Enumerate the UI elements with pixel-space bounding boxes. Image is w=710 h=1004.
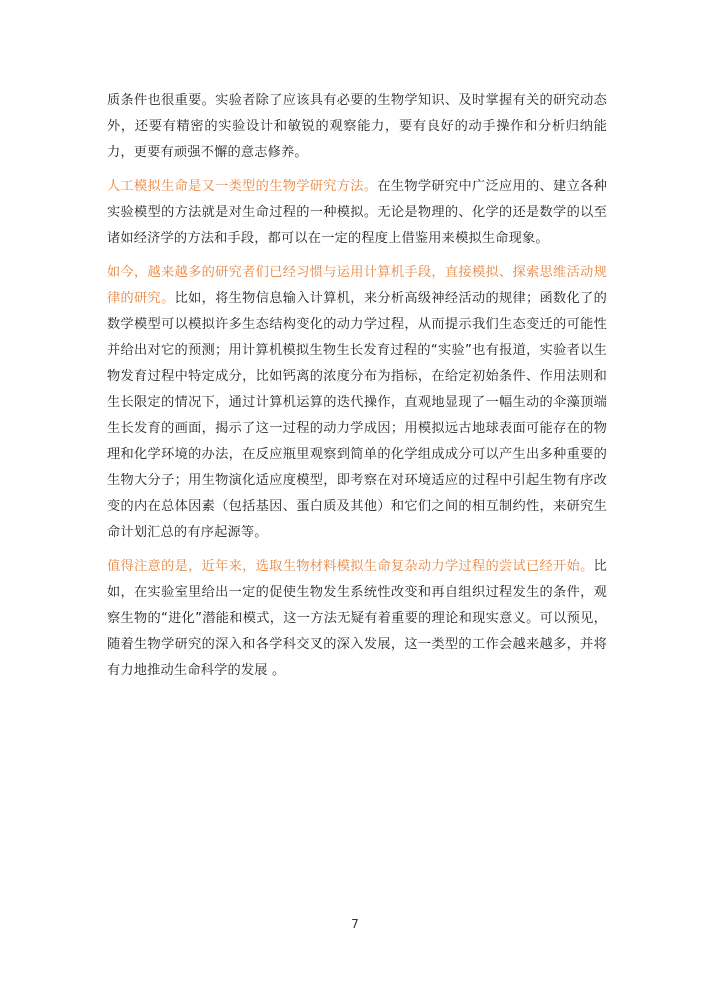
paragraph-2-highlight: 人工模拟生命是又一类型的生物学研究方法。 [107, 179, 378, 194]
paragraph-4-highlight: 值得注意的是，近年来，选取生物材料模拟生命复杂动力学过程的尝试已经开始。 [107, 559, 594, 574]
paragraph-3-text: 比如，将生物信息输入计算机，来分析高级神经活动的规律；函数化了的数学模型可以模拟许多生态结构变化的动力学过程，从而提示我们生态变迁的可能性并给出对它的预测；用计算机模拟生物生长发育过程的“实验”也有报道，实验者以生物发育过程中特定成分，比如钙离的浓度分布为指标，在给定初始条件、作用法则和生长限定的情况下，通过计算机运算的迭代操作，直观地显现了一幅生动的伞藻顶端生长发育的画面，揭示了这一过程的动力学成因；用模拟远古地球表面可能存在的物理和化学环境的办法，在反应瓶里观察到简单的化学组成成分可以产生出多种重要的生物大分子；用生物演化适应度模型，即考察在对环境适应的过程中引起生物有序改变的内在总体因素（包括基因、蛋白质及其他）和它们之间的相互制约性，来研究生命计划汇总的有序起源等。 [107, 291, 608, 540]
paragraph-1-text: 质条件也很重要。实验者除了应该具有必要的生物学知识、及时掌握有关的研究动态外，还要有精密的实验设计和敏锐的观察能力，要有良好的动手操作和分析归纳能力，更要有顽强不懈的意志修养。 [107, 93, 607, 160]
paragraph-4-text: 比如，在实验室里给出一定的促使生物发生系统性改变和再自组织过程发生的条件，观察生物的“进化”潜能和模式，这一方法无疑有着重要的理论和现实意义。可以预见，随着生物学研究的深入和各学科交叉的深入发展，这一类型的工作会越来越多，并将有力地推动生命科学的发展 。 [107, 559, 607, 678]
paragraph-3 [107, 260, 607, 546]
paragraph-4 [107, 554, 607, 684]
document-body [107, 88, 607, 692]
paragraph-2 [107, 174, 607, 252]
page-number: 7 [351, 917, 359, 931]
paragraph-3-highlight: 如今，越来越多的研究者们已经习惯与运用计算机手段，直接模拟、探索思维活动规律的研究。 [107, 265, 607, 306]
paragraph-2-text: 在生物学研究中广泛应用的、建立各种实验模型的方法就是对生命过程的一种模拟。无论是物理的、化学的还是数学的以至诸如经济学的方法和手段，都可以在一定的程度上借鉴用来模拟生命现象。 [107, 179, 607, 246]
paragraph-1 [107, 88, 607, 166]
